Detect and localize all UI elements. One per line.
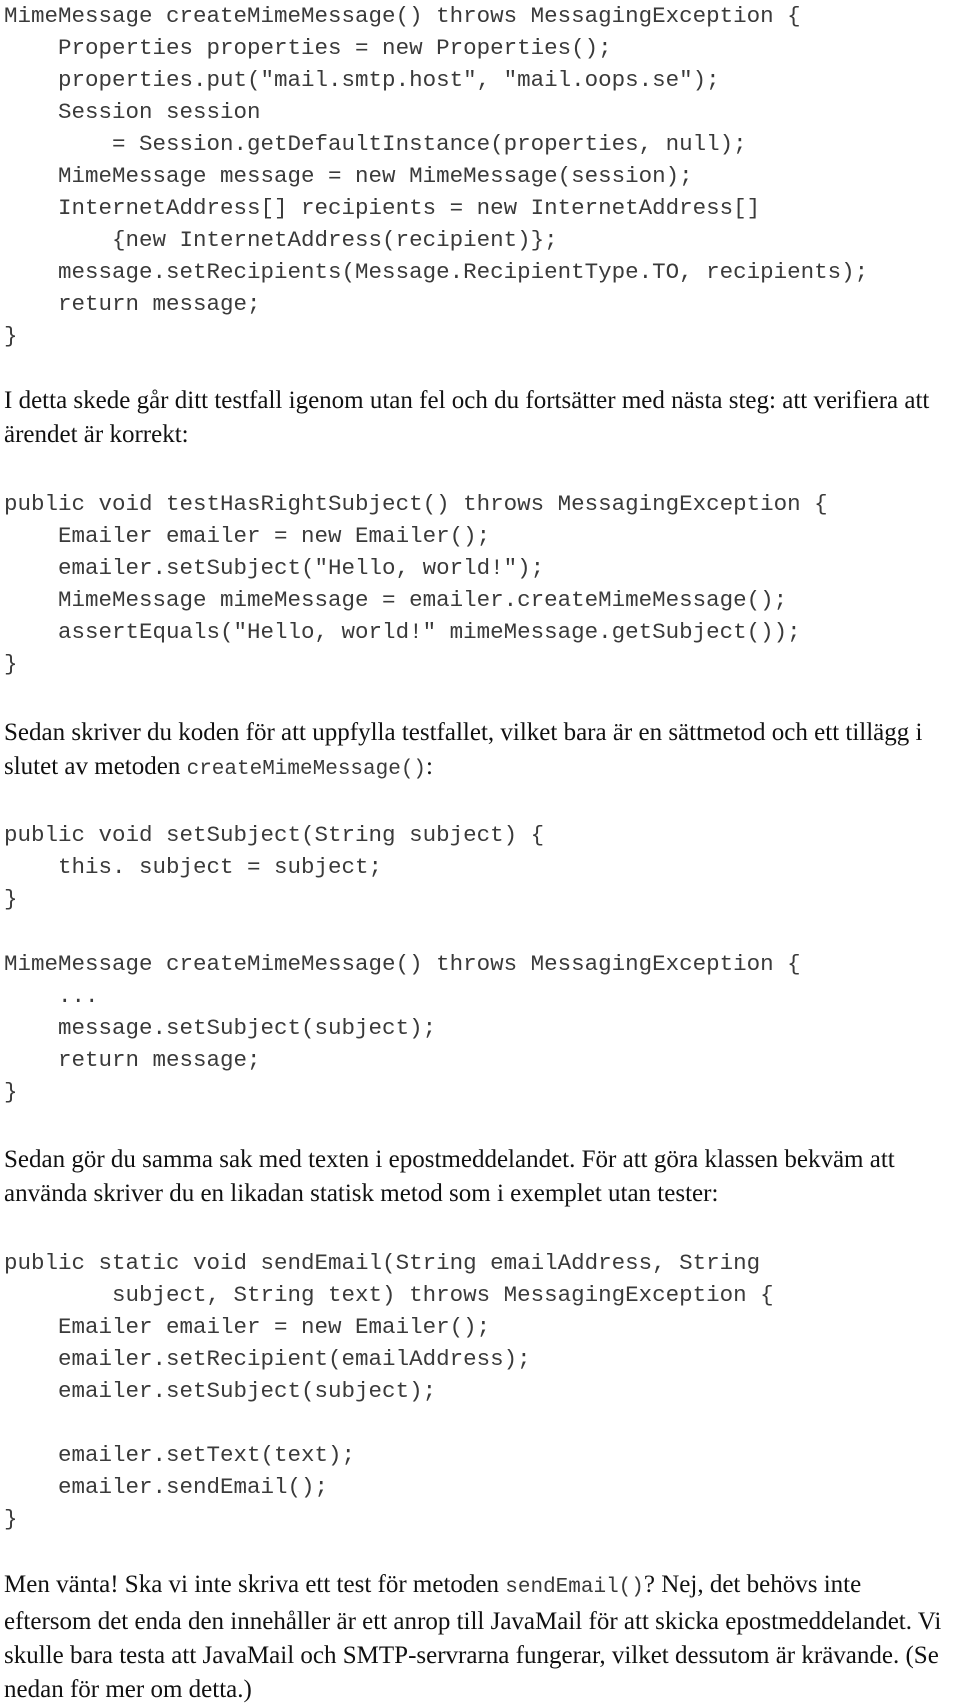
code-line: return message; <box>4 1047 261 1073</box>
code-line: MimeMessage message = new MimeMessage(session); <box>4 163 693 189</box>
code-line: emailer.setText(text); <box>4 1442 356 1468</box>
inline-code: createMimeMessage() <box>186 758 427 781</box>
code-line <box>4 1407 774 1439</box>
paragraph-verify-subject: I detta skede går ditt testfall igenom utan fel och du fortsätter med nästa steg: att verifiera att ärendet är korrekt: <box>4 387 930 448</box>
code-line: Session session <box>4 99 261 125</box>
code-line: = Session.getDefaultInstance(properties, null); <box>4 131 747 157</box>
code-line: emailer.setRecipient(emailAddress); <box>4 1346 531 1372</box>
code-line: public void setSubject(String subject) { <box>4 822 545 848</box>
code-line: properties.put("mail.smtp.host", "mail.oops.se"); <box>4 67 720 93</box>
code-line: Properties properties = new Properties(); <box>4 35 612 61</box>
code-line: Emailer emailer = new Emailer(); <box>4 523 491 549</box>
code-line: Emailer emailer = new Emailer(); <box>4 1314 491 1340</box>
code-line: emailer.sendEmail(); <box>4 1474 329 1500</box>
inline-code: sendEmail() <box>505 1576 644 1599</box>
code-line: message.setSubject(subject); <box>4 1015 437 1041</box>
code-line: return message; <box>4 291 261 317</box>
code-line: this. subject = subject; <box>4 854 383 880</box>
paragraph-send-email-note <box>4 1568 954 1707</box>
paragraph-text: Sedan skriver du koden för att uppfylla testfallet, vilket bara är en sättmetod och ett tillägg i slutet av metoden <box>4 719 923 780</box>
code-line: {new InternetAddress(recipient)}; <box>4 227 558 253</box>
code-line: public void testHasRightSubject() throws MessagingException { <box>4 491 828 517</box>
code-block-send-email <box>4 1247 774 1535</box>
code-line: } <box>4 1506 18 1532</box>
code-line: assertEquals("Hello, world!" mimeMessage.getSubject()); <box>4 619 801 645</box>
code-line: } <box>4 651 18 677</box>
paragraph-text: ? Nej, det behövs inte eftersom det enda den innehåller är ett anrop till JavaMail för att skicka epostmeddelandet. Vi skulle bara testa att JavaMail och SMTP-servrarna fungerar, vilket dessutom är krävande. (Se nedan för mer om detta.) <box>4 1571 942 1703</box>
code-line: InternetAddress[] recipients = new InternetAddress[] <box>4 195 761 221</box>
code-line: emailer.setSubject("Hello, world!"); <box>4 555 545 581</box>
paragraph-static-method: Sedan gör du samma sak med texten i epostmeddelandet. För att göra klassen bekväm att använda skriver du en likadan statisk metod som i exemplet utan tester: <box>4 1146 895 1207</box>
code-block-create-mime-message <box>4 0 868 352</box>
code-block-create-mime-message-updated <box>4 948 801 1108</box>
code-line: public static void sendEmail(String emailAddress, String <box>4 1250 761 1276</box>
code-line: MimeMessage createMimeMessage() throws MessagingException { <box>4 3 801 29</box>
code-line: } <box>4 323 18 349</box>
code-line: ... <box>4 983 99 1009</box>
code-line: message.setRecipients(Message.RecipientType.TO, recipients); <box>4 259 869 285</box>
code-line: subject, String text) throws MessagingException { <box>4 1282 774 1308</box>
code-line: MimeMessage mimeMessage = emailer.createMimeMessage(); <box>4 587 788 613</box>
paragraph-write-setter <box>4 716 954 787</box>
code-block-test-has-right-subject <box>4 488 828 680</box>
code-block-set-subject <box>4 819 544 915</box>
code-line: emailer.setSubject(subject); <box>4 1378 437 1404</box>
code-line: } <box>4 1079 18 1105</box>
paragraph-text: : <box>426 753 433 780</box>
code-line: MimeMessage createMimeMessage() throws MessagingException { <box>4 951 801 977</box>
code-line: } <box>4 886 18 912</box>
paragraph-text: Men vänta! Ska vi inte skriva ett test för metoden <box>4 1571 506 1598</box>
